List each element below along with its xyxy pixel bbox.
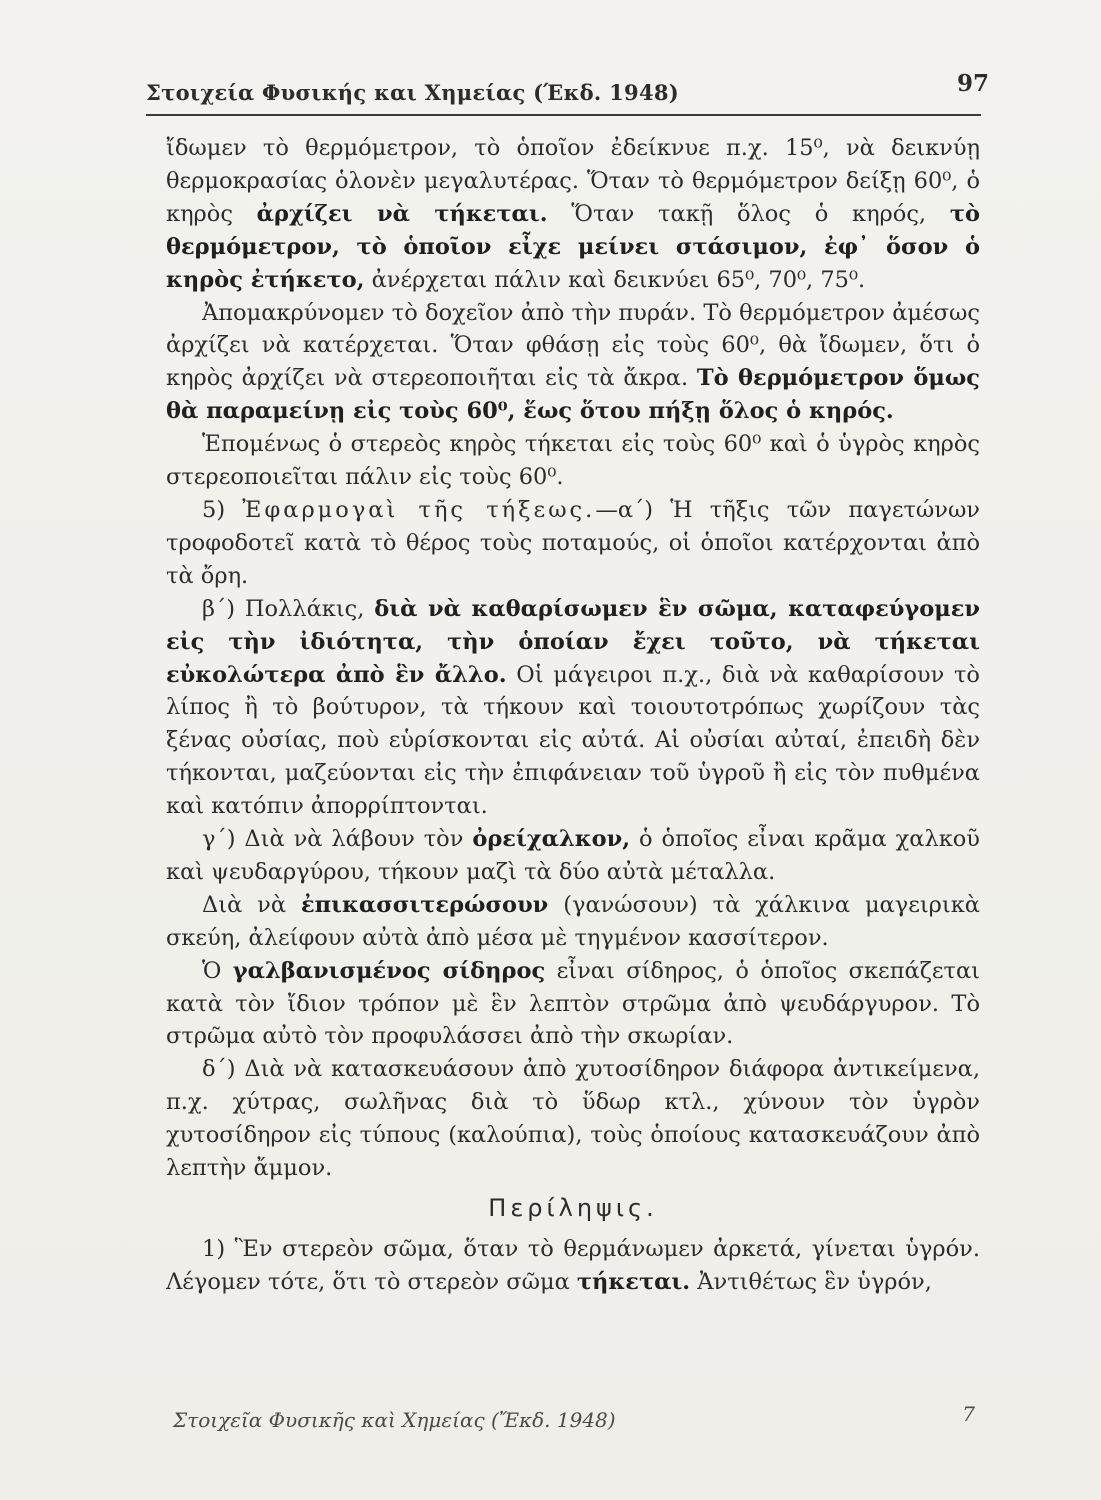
paragraph-brass	[166, 823, 980, 889]
text-run: Ἀντιθέτως ἓν ὑγρόν,	[690, 1268, 932, 1295]
text-run: ἴδωμεν τὸ θερμόμετρον, τὸ ὁποῖον ἐδείκνυε π.χ. 15⁰, νὰ δεικνύῃ θερμοκρασίας ὁλονὲν μεγαλυτέρας. Ὅταν τὸ θερμόμετρον δείξῃ 60⁰, ὁ κηρὸς	[166, 135, 980, 227]
footer-sheet-number: 7	[962, 1402, 975, 1426]
bold-run: διὰ νὰ καθαρίσωμεν ἓν σῶμα, καταφεύγομεν εἰς τὴν ἰδιότητα, τὴν ὁποίαν ἔχει τοῦτο, νὰ τήκεται εὐκολώτερα ἀπὸ ἓν ἄλλο.	[166, 595, 980, 688]
bold-run: ἐπικασσιτερώσουν	[300, 891, 549, 918]
summary-heading: Περίληψις.	[488, 1194, 658, 1222]
paragraph-melting-point: Ἑπομένως ὁ στερεὸς κηρὸς τήκεται εἰς τοὺς 60⁰ καὶ ὁ ὑγρὸς κηρὸς στερεοποιεῖται πάλιν εἰς τοὺς 60⁰.	[166, 431, 980, 491]
bold-run: γαλβανισμένος σίδηρος	[232, 957, 546, 984]
text-run: 1) Ἓν στερεὸν σῶμα, ὅταν τὸ θερμάνωμεν ἀρκετά, γίνεται ὑγρόν. Λέγομεν τότε, ὅτι τὸ στερεὸν σῶμα	[166, 1236, 980, 1295]
bold-run: Τὸ θερμόμετρον ὅμως θὰ παραμείνῃ εἰς τοὺς 60⁰, ἕως ὅτου πήξῃ ὅλος ὁ κηρός.	[166, 365, 980, 425]
text-run: ὁ ὁποῖος εἶναι κρᾶμα χαλκοῦ καὶ ψευδαργύρου, τήκουν μαζὶ τὰ δύο αὐτὰ μέταλλα.	[166, 826, 980, 885]
paragraph-applications	[166, 494, 980, 593]
footer-signature: Στοιχεῖα Φυσικῆς καὶ Χημείας (Ἔκδ. 1948)	[173, 1408, 616, 1432]
paragraph-purification	[166, 593, 980, 823]
body-text	[166, 132, 980, 1392]
text-run: ἀνέρχεται πάλιν καὶ δεικνύει 65⁰, 70⁰, 75⁰.	[364, 266, 866, 293]
text-run: Ὅταν τακῇ ὅλος ὁ κηρός,	[547, 200, 950, 227]
text-run: β΄) Πολλάκις,	[202, 595, 375, 622]
running-header	[146, 70, 989, 116]
text-run: γ΄) Διὰ νὰ λάβουν τὸν	[202, 826, 473, 853]
paragraph-summary-1	[166, 1233, 980, 1299]
text-run: Οἱ μάγειροι π.χ., διὰ νὰ καθαρίσουν τὸ λίπος ἢ τὸ βούτυρον, τὰ τήκουν καὶ τοιουτοτρόπως χωρίζουν τὰς ξένας οὐσίας, ποὺ εὑρίσκονται εἰς αὐτά. Αἱ οὐσίαι αὐταί, ἐπειδὴ δὲν τήκονται, μαζεύονται εἰς τὴν ἐπιφάνειαν τοῦ ὑγροῦ ἢ εἰς τὸν πυθμένα καὶ κατόπιν ἀπορρίπτονται.	[166, 661, 980, 820]
bold-run: τὸ θερμόμετρον, τὸ ὁποῖον εἶχε μείνει στάσιμον, ἐφ᾽ ὅσον ὁ κηρὸς ἐτήκετο,	[166, 200, 980, 293]
bold-run: ὀρείχαλκον,	[472, 826, 631, 853]
text-run: Ὁ	[202, 957, 233, 984]
running-title: Στοιχεία Φυσικής και Χημείας (Έκδ. 1948)	[146, 80, 680, 105]
text-run: (γανώσουν) τὰ χάλκινα μαγειρικὰ σκεύη, ἀλείφουν αὐτὰ ἀπὸ μέσα μὲ τηγμένον κασσίτερον.	[166, 891, 980, 951]
footer	[173, 1402, 975, 1448]
text-run: Διὰ νὰ	[202, 891, 301, 918]
paragraph-tinning	[166, 889, 980, 955]
item-number: 5)	[202, 496, 243, 523]
text-run: Ἀπομακρύνομεν τὸ δοχεῖον ἀπὸ τὴν πυράν. Τὸ θερμόμετρον ἀμέσως ἀρχίζει νὰ κατέρχεται. Ὅταν φθάσῃ εἰς τοὺς 60⁰, θὰ ἴδωμεν, ὅτι ὁ κηρὸς ἀρχίζει νὰ στερεοποιῆται εἰς τὰ ἄκρα.	[166, 299, 980, 392]
spaced-heading: Ἐφαρμογαὶ τῆς τήξεως.	[242, 496, 596, 523]
text-run: —α΄) Ἡ τῆξις τῶν παγετώνων τροφοδοτεῖ κατὰ τὸ θέρος τοὺς ποταμούς, οἱ ὁποῖοι κατέρχονται ἀπὸ τὰ ὄρη.	[166, 496, 980, 589]
paragraph-thermometer-cooling	[166, 297, 980, 429]
text-run: εἶναι σίδηρος, ὁ ὁποῖος σκεπάζεται κατὰ τὸν ἴδιον τρόπον μὲ ἓν λεπτὸν στρῶμα ἀπὸ ψευδάργυρον. Τὸ στρῶμα αὐτὸ τὸν προφυλάσσει ἀπὸ τὴν σκωρίαν.	[166, 957, 980, 1050]
page-number: 97	[956, 70, 989, 97]
paragraph-cast-iron: δ΄) Διὰ νὰ κατασκευάσουν ἀπὸ χυτοσίδηρον διάφορα ἀντικείμενα, π.χ. χύτρας, σωλῆνας διὰ τὸ ὕδωρ κτλ., χύνουν τὸν ὑγρὸν χυτοσίδηρον εἰς τύπους (καλούπια), τοὺς ὁποίους κατασκευάζουν ἀπὸ λεπτὴν ἄμμον.	[166, 1056, 980, 1182]
paragraph-galvanized-iron	[166, 955, 980, 1054]
paragraph-thermometer-heating	[166, 132, 980, 297]
bold-run: ἀρχίζει νὰ τήκεται.	[256, 200, 548, 227]
bold-run: τήκεται.	[576, 1268, 691, 1295]
